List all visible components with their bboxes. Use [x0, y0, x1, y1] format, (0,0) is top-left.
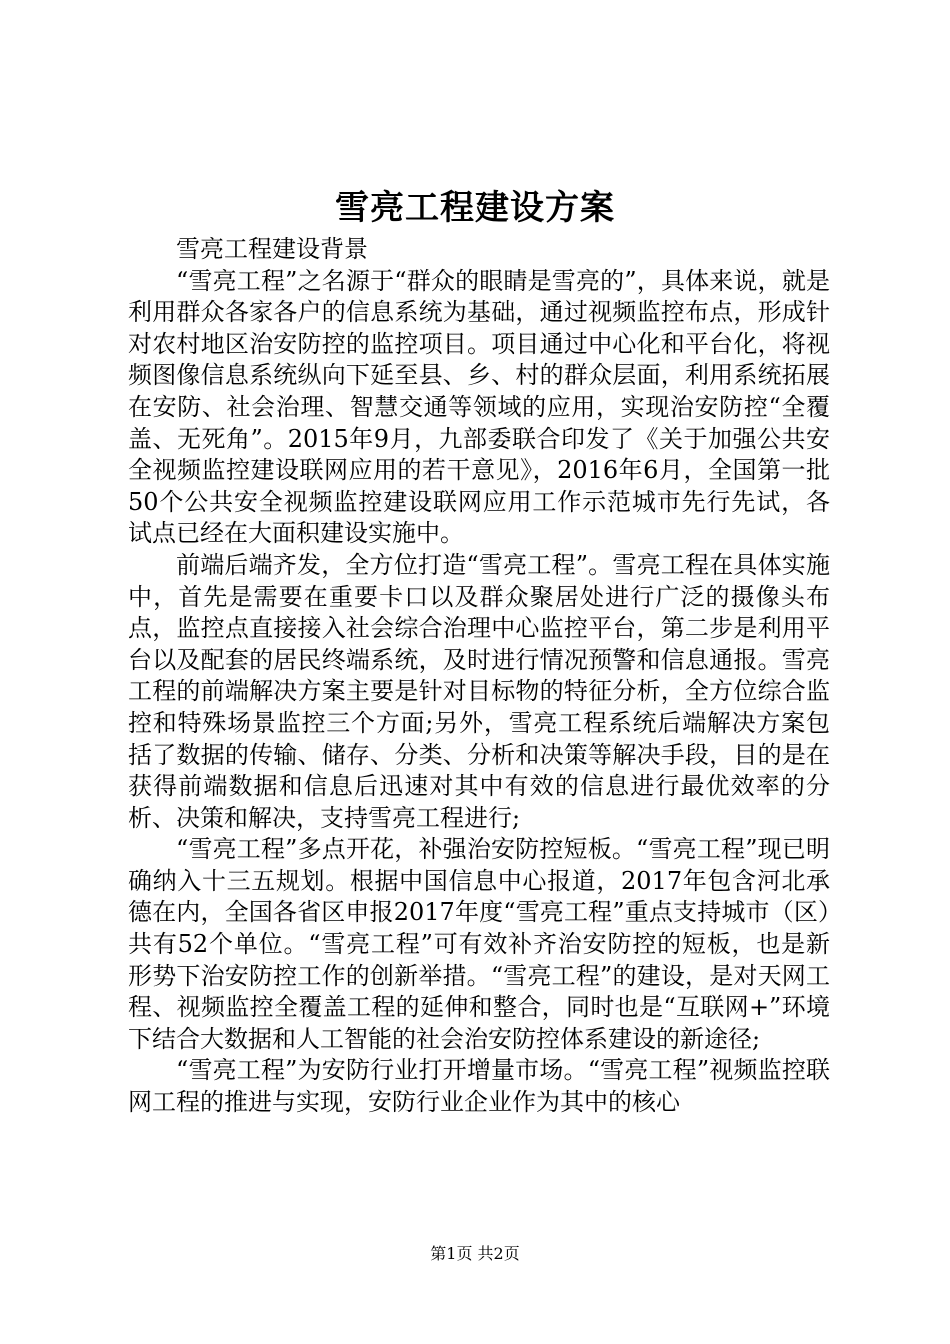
paragraph-background: “雪亮工程”之名源于“群众的眼睛是雪亮的”，具体来说，就是利用群众各家各户的信息系统为基础，通过视频监控布点，形成针对农村地区治安防控的监控项目。项目通过中心化和平台化，将视频图像信息系统纵向下延至县、乡、村的群众层面，利用系统拓展在安防、社会治理、智慧交通等领域的应用，实现治安防控“全覆盖、无死角”。2015年9月，九部委联合印发了《关于加强公共安全视频监控建设联网应用的若干意见》，2016年6月，全国第一批50个公共安全视频监控建设联网应用工作示范城市先行先试，各试点已经在大面积建设实施中。 [128, 266, 830, 548]
page-footer: 第1页 共2页 [430, 1244, 520, 1263]
paragraph-multi-point: “雪亮工程”多点开花，补强治安防控短板。“雪亮工程”现已明确纳入十三五规划。根据中国信息中心报道，2017年包含河北承德在内，全国各省区申报2017年度“雪亮工程”重点支持城市（区）共有52个单位。“雪亮工程”可有效补齐治安防控的短板，也是新形势下治安防控工作的创新举措。“雪亮工程”的建设，是对天网工程、视频监控全覆盖工程的延伸和整合，同时也是“互联网+”环境下结合大数据和人工智能的社会治安防控体系建设的新途径; [128, 835, 830, 1053]
paragraph-market: “雪亮工程”为安防行业打开增量市场。“雪亮工程”视频监控联网工程的推进与实现，安防行业企业作为其中的核心 [128, 1056, 830, 1117]
document-title: 雪亮工程建设方案 [335, 188, 615, 228]
section-heading: 雪亮工程建设背景 [176, 235, 368, 263]
paragraph-front-back-end: 前端后端齐发，全方位打造“雪亮工程”。雪亮工程在具体实施中，首先是需要在重要卡口以及群众聚居处进行广泛的摄像头布点，监控点直接接入社会综合治理中心监控平台，第二步是利用平台以及配套的居民终端系统，及时进行情况预警和信息通报。雪亮工程的前端解决方案主要是针对目标物的特征分析，全方位综合监控和特殊场景监控三个方面;另外，雪亮工程系统后端解决方案包括了数据的传输、储存、分类、分析和决策等解决手段，目的是在获得前端数据和信息后迅速对其中有效的信息进行最优效率的分析、决策和解决，支持雪亮工程进行; [128, 550, 830, 832]
document-body [128, 234, 830, 1119]
